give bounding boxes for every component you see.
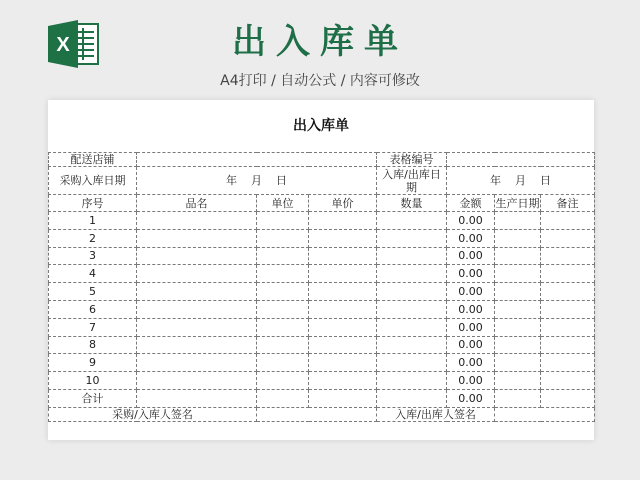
store-label: 配送店铺 xyxy=(49,153,137,167)
row-name-cell[interactable] xyxy=(137,300,257,318)
row-unit-cell[interactable] xyxy=(257,318,309,336)
row-no: 1 xyxy=(49,212,137,230)
row-amount: 0.00 xyxy=(447,247,495,265)
row-name-cell[interactable] xyxy=(137,212,257,230)
total-amount: 0.00 xyxy=(447,389,495,407)
row-production-date-cell[interactable] xyxy=(495,354,541,372)
table-row xyxy=(49,247,595,265)
row-production-date-cell[interactable] xyxy=(495,336,541,354)
row-price-cell[interactable] xyxy=(309,212,377,230)
month-label: 月 xyxy=(515,174,527,187)
page-subtitle: A4打印 / 自动公式 / 内容可修改 xyxy=(220,73,420,89)
row-price-cell[interactable] xyxy=(309,265,377,283)
day-label: 日 xyxy=(276,174,287,187)
purchase-date-value-cell[interactable] xyxy=(137,167,377,195)
table-row xyxy=(49,212,595,230)
row-production-date-cell[interactable] xyxy=(495,212,541,230)
row-quantity-cell[interactable] xyxy=(377,212,447,230)
table-row xyxy=(49,229,595,247)
row-no: 5 xyxy=(49,283,137,301)
row-amount: 0.00 xyxy=(447,372,495,390)
table-no-value-cell[interactable] xyxy=(447,153,595,167)
io-date-label: 入库/出库日期 xyxy=(377,167,447,195)
row-quantity-cell[interactable] xyxy=(377,283,447,301)
row-quantity-cell[interactable] xyxy=(377,300,447,318)
store-value-cell[interactable] xyxy=(137,153,377,167)
row-unit-cell[interactable] xyxy=(257,283,309,301)
row-remark-cell[interactable] xyxy=(541,283,595,301)
row-remark-cell[interactable] xyxy=(541,318,595,336)
row-name-cell[interactable] xyxy=(137,265,257,283)
row-price-cell[interactable] xyxy=(309,372,377,390)
table-no-label: 表格编号 xyxy=(377,153,447,167)
row-remark-cell[interactable] xyxy=(541,247,595,265)
row-price-cell[interactable] xyxy=(309,336,377,354)
row-remark-cell[interactable] xyxy=(541,372,595,390)
inout-form-table xyxy=(48,152,595,422)
row-no: 7 xyxy=(49,318,137,336)
total-label: 合计 xyxy=(49,389,137,407)
row-remark-cell[interactable] xyxy=(541,212,595,230)
row-name-cell[interactable] xyxy=(137,283,257,301)
row-quantity-cell[interactable] xyxy=(377,372,447,390)
row-quantity-cell[interactable] xyxy=(377,265,447,283)
year-label: 年 xyxy=(490,174,502,187)
total-quantity-cell[interactable] xyxy=(377,389,447,407)
page-title: 出入库单 xyxy=(232,22,408,62)
row-production-date-cell[interactable] xyxy=(495,372,541,390)
total-remark-cell[interactable] xyxy=(541,389,595,407)
table-row xyxy=(49,283,595,301)
row-amount: 0.00 xyxy=(447,336,495,354)
row-name-cell[interactable] xyxy=(137,229,257,247)
purchase-sign-cell[interactable] xyxy=(257,407,377,421)
total-price-cell[interactable] xyxy=(309,389,377,407)
row-remark-cell[interactable] xyxy=(541,265,595,283)
purchase-date-label: 采购入库日期 xyxy=(49,167,137,195)
table-row xyxy=(49,265,595,283)
row-no: 6 xyxy=(49,300,137,318)
row-quantity-cell[interactable] xyxy=(377,336,447,354)
row-unit-cell[interactable] xyxy=(257,247,309,265)
row-production-date-cell[interactable] xyxy=(495,283,541,301)
row-name-cell[interactable] xyxy=(137,354,257,372)
row-no: 3 xyxy=(49,247,137,265)
column-header-remark: 备注 xyxy=(541,195,595,212)
total-production-date-cell[interactable] xyxy=(495,389,541,407)
row-amount: 0.00 xyxy=(447,318,495,336)
row-name-cell[interactable] xyxy=(137,318,257,336)
excel-letter: X xyxy=(56,34,70,56)
row-amount: 0.00 xyxy=(447,212,495,230)
row-production-date-cell[interactable] xyxy=(495,318,541,336)
row-unit-cell[interactable] xyxy=(257,336,309,354)
row-quantity-cell[interactable] xyxy=(377,354,447,372)
year-label: 年 xyxy=(226,174,237,187)
row-remark-cell[interactable] xyxy=(541,300,595,318)
total-unit-cell[interactable] xyxy=(257,389,309,407)
row-amount: 0.00 xyxy=(447,354,495,372)
row-remark-cell[interactable] xyxy=(541,229,595,247)
row-price-cell[interactable] xyxy=(309,229,377,247)
column-header-price: 单价 xyxy=(309,195,377,212)
row-price-cell[interactable] xyxy=(309,247,377,265)
row-name-cell[interactable] xyxy=(137,336,257,354)
day-label: 日 xyxy=(540,174,552,187)
row-no: 10 xyxy=(49,372,137,390)
table-row xyxy=(49,300,595,318)
row-price-cell[interactable] xyxy=(309,283,377,301)
row-name-cell[interactable] xyxy=(137,247,257,265)
row-no: 2 xyxy=(49,229,137,247)
column-header-unit: 单位 xyxy=(257,195,309,212)
row-no: 9 xyxy=(49,354,137,372)
table-row xyxy=(49,336,595,354)
io-sign-label: 入库/出库人签名 xyxy=(377,407,495,421)
row-unit-cell[interactable] xyxy=(257,354,309,372)
row-price-cell[interactable] xyxy=(309,354,377,372)
column-header-amount: 金额 xyxy=(447,195,495,212)
row-unit-cell[interactable] xyxy=(257,229,309,247)
column-header-no: 序号 xyxy=(49,195,137,212)
row-amount: 0.00 xyxy=(447,283,495,301)
row-production-date-cell[interactable] xyxy=(495,229,541,247)
row-no: 8 xyxy=(49,336,137,354)
row-quantity-cell[interactable] xyxy=(377,229,447,247)
row-quantity-cell[interactable] xyxy=(377,318,447,336)
form-title: 出入库单 xyxy=(293,118,349,134)
row-no: 4 xyxy=(49,265,137,283)
column-header-production-date: 生产日期 xyxy=(495,196,540,210)
row-amount: 0.00 xyxy=(447,265,495,283)
row-production-date-cell[interactable] xyxy=(495,300,541,318)
purchase-sign-label: 采购/入库人签名 xyxy=(49,407,257,421)
column-header-quantity: 数量 xyxy=(377,195,447,212)
row-unit-cell[interactable] xyxy=(257,300,309,318)
row-unit-cell[interactable] xyxy=(257,372,309,390)
row-remark-cell[interactable] xyxy=(541,336,595,354)
row-amount: 0.00 xyxy=(447,229,495,247)
row-unit-cell[interactable] xyxy=(257,212,309,230)
row-remark-cell[interactable] xyxy=(541,354,595,372)
table-row xyxy=(49,354,595,372)
row-amount: 0.00 xyxy=(447,300,495,318)
io-date-value-cell[interactable] xyxy=(447,167,595,195)
table-row xyxy=(49,372,595,390)
column-header-name: 品名 xyxy=(137,195,257,212)
row-price-cell[interactable] xyxy=(309,318,377,336)
row-production-date-cell[interactable] xyxy=(495,247,541,265)
table-row xyxy=(49,318,595,336)
row-unit-cell[interactable] xyxy=(257,265,309,283)
form-sheet xyxy=(48,100,594,440)
row-production-date-cell[interactable] xyxy=(495,265,541,283)
month-label: 月 xyxy=(251,174,262,187)
io-sign-cell[interactable] xyxy=(495,407,595,421)
row-price-cell[interactable] xyxy=(309,300,377,318)
row-name-cell[interactable] xyxy=(137,372,257,390)
total-name-cell[interactable] xyxy=(137,389,257,407)
row-quantity-cell[interactable] xyxy=(377,247,447,265)
